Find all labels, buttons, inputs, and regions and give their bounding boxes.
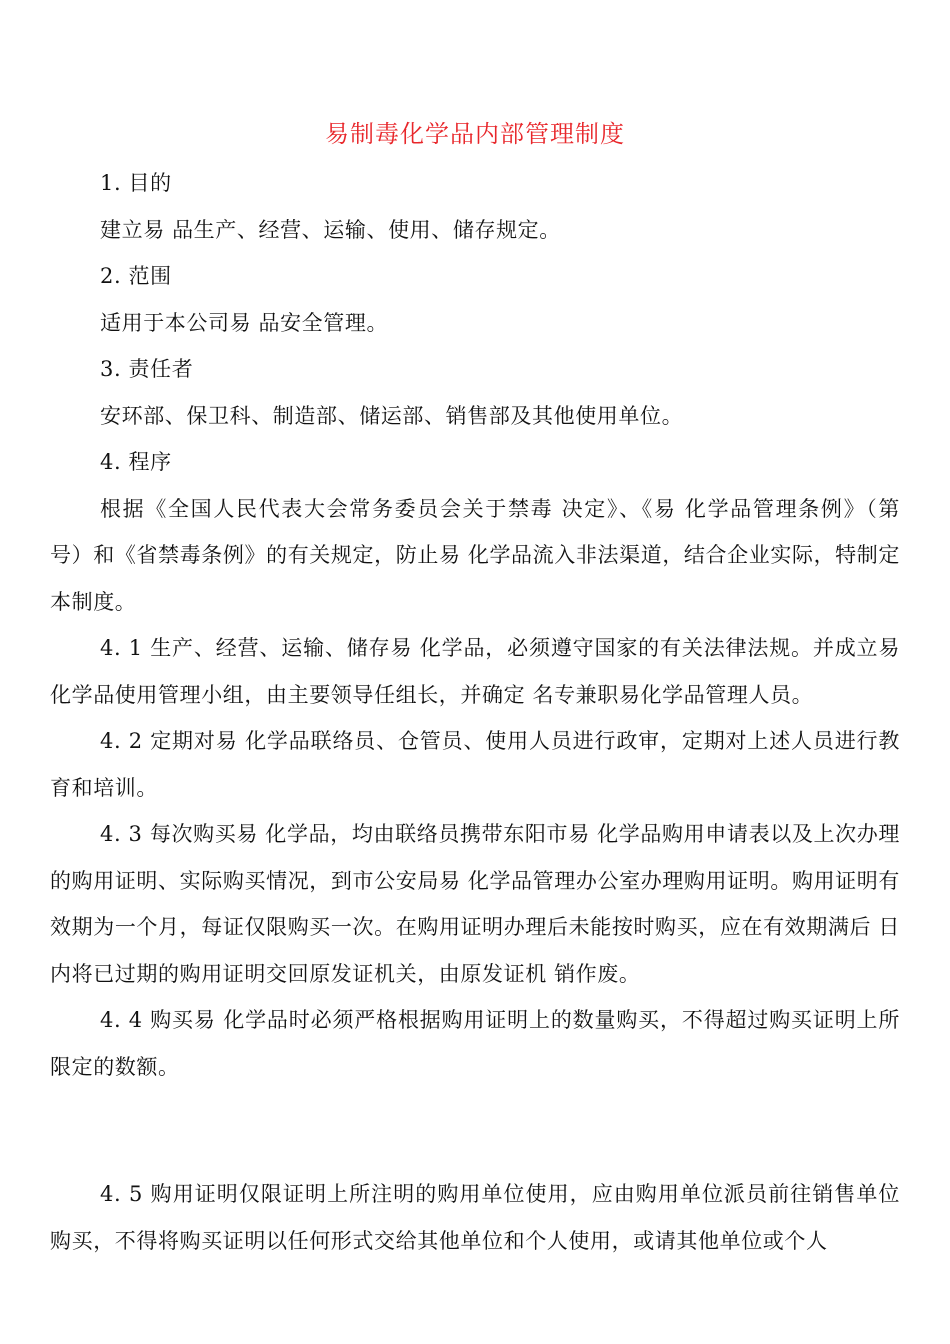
- paragraph-scope: 适用于本公司易 品安全管理。: [100, 310, 389, 335]
- paragraph-purpose: 建立易 品生产、经营、运输、使用、储存规定。: [100, 217, 561, 242]
- paragraph-4-4: 4. 4 购买易 化学品时必须严格根据购用证明上的数量购买，不得超过购买证明上所限定的数额。: [50, 1008, 900, 1079]
- paragraph-procedure-intro: 根据《全国人民代表大会常务委员会关于禁毒 决定》、《易 化学品管理条例》（第 号）和《省禁毒条例》的有关规定，防止易 化学品流入非法渠道，结合企业实际，特制定本制度。: [50, 496, 900, 614]
- section-heading-purpose: 1. 目的: [100, 171, 172, 195]
- paragraph-4-1: 4. 1 生产、经营、运输、储存易 化学品，必须遵守国家的有关法律法规。并成立易 化学品使用管理小组，由主要领导任组长，并确定 名专兼职易化学品管理人员。: [50, 636, 900, 707]
- paragraph-4-2: 4. 2 定期对易 化学品联络员、仓管员、使用人员进行政审，定期对上述人员进行教育和培训。: [50, 729, 900, 800]
- document-body-continued: [50, 1171, 900, 1264]
- document-body: [50, 160, 900, 1090]
- document-title: 易制毒化学品内部管理制度: [325, 120, 625, 148]
- section-heading-responsible: 3. 责任者: [100, 357, 194, 381]
- section-heading-scope: 2. 范围: [100, 264, 172, 288]
- paragraph-4-5: 4. 5 购用证明仅限证明上所注明的购用单位使用，应由购用单位派员前往销售单位购买，不得将购买证明以任何形式交给其他单位和个人使用，或请其他单位或个人: [50, 1182, 900, 1253]
- section-heading-procedure: 4. 程序: [100, 450, 172, 474]
- paragraph-4-3: 4. 3 每次购买易 化学品，均由联络员携带东阳市易 化学品购用申请表以及上次办理的购用证明、实际购买情况，到市公安局易 化学品管理办公室办理购用证明。购用证明有效期为一个月，每证仅限购买一次。在购用证明办理后未能按时购买，应在有效期满后 日内将已过期的购用证明交回原发证机关，由原发证机 销作废。: [50, 822, 900, 986]
- paragraph-responsible: 安环部、保卫科、制造部、储运部、销售部及其他使用单位。: [100, 403, 684, 428]
